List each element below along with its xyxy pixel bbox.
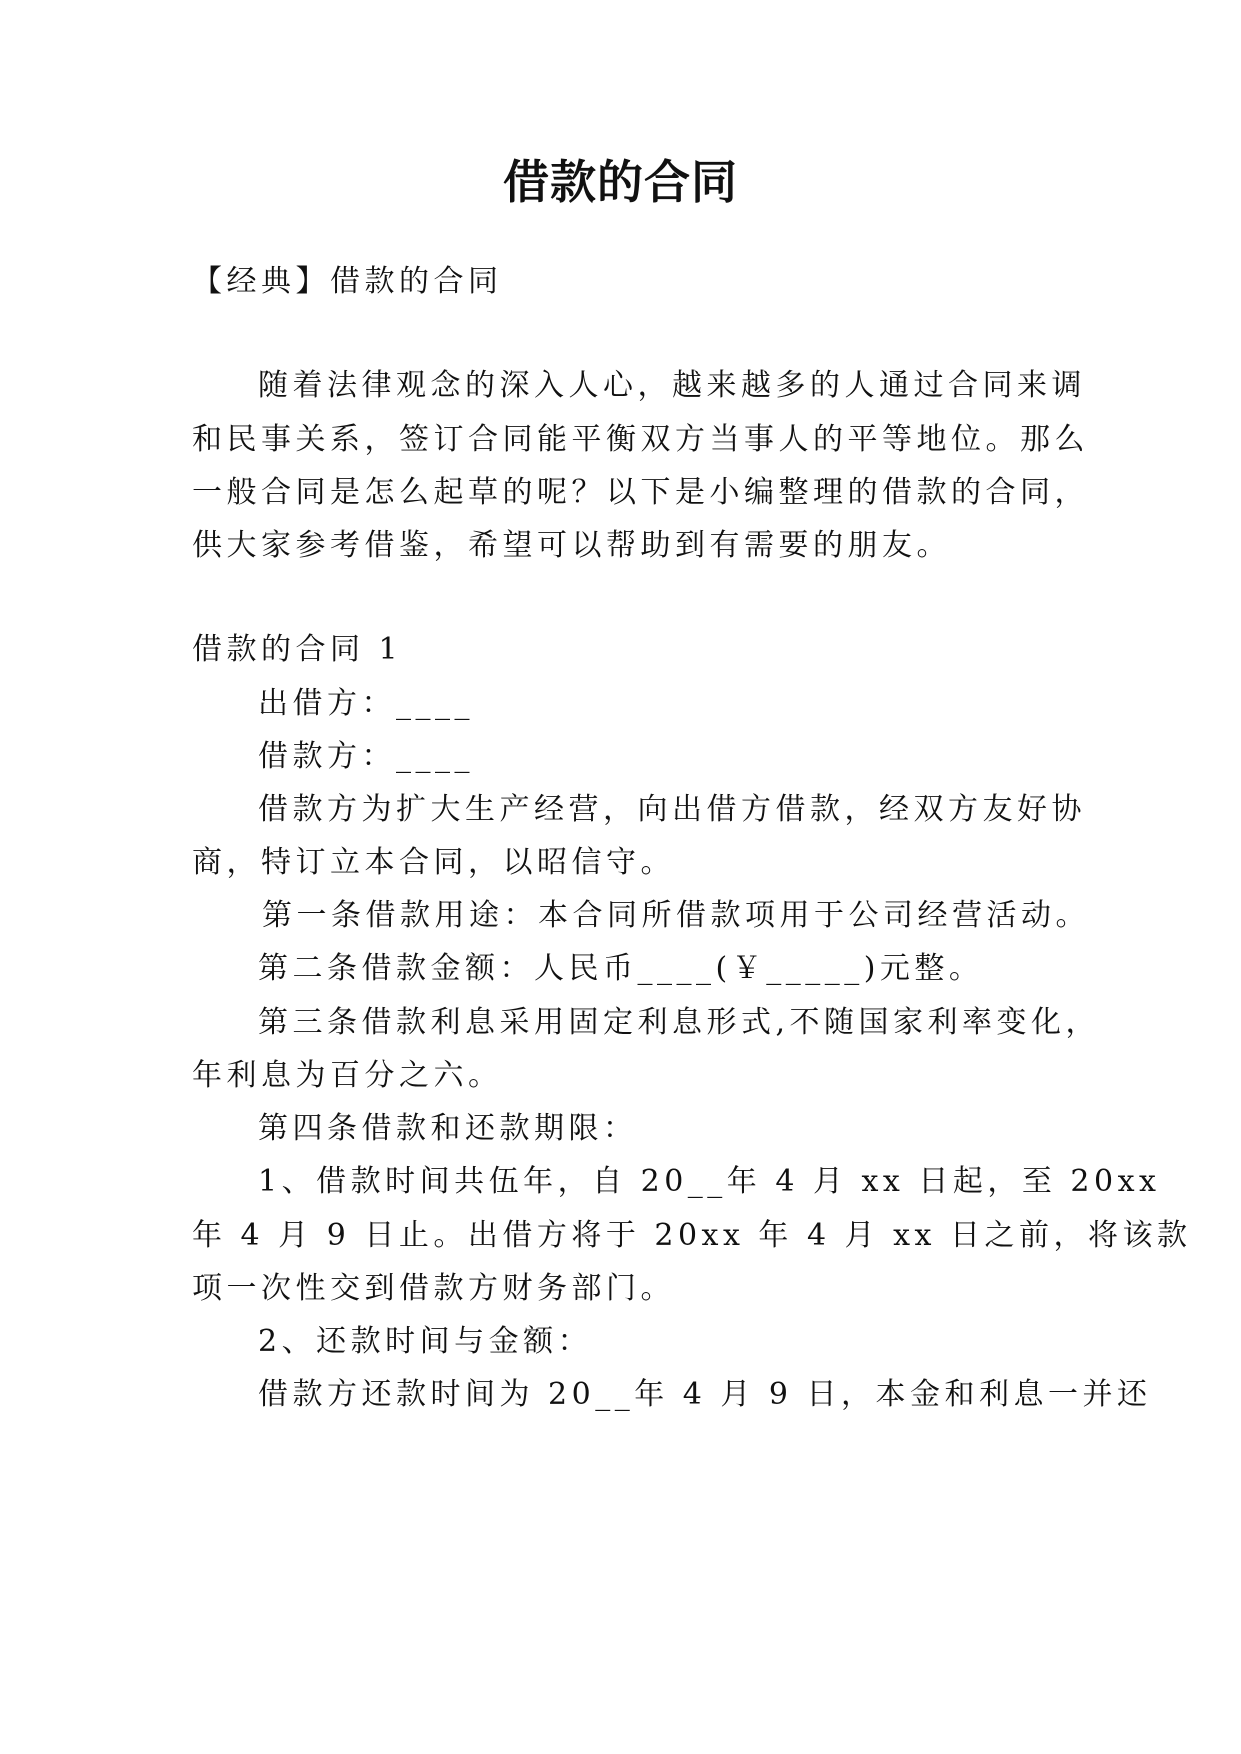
contract-heading: 借款的合同 1 xyxy=(192,632,403,667)
document-subtitle: 【经典】借款的合同 xyxy=(192,264,503,299)
intro-line: 随着法律观念的深入人心，越来越多的人通过合同来调 xyxy=(258,368,1086,403)
item-1-line: 项一次性交到借款方财务部门。 xyxy=(192,1271,675,1306)
item-1-line: 1、借款时间共伍年，自 20__年 4 月 xx 日起，至 20xx xyxy=(258,1164,1161,1199)
preamble-line: 商，特订立本合同，以昭信守。 xyxy=(192,845,675,880)
intro-line: 供大家参考借鉴，希望可以帮助到有需要的朋友。 xyxy=(192,528,951,563)
article-3-line: 第三条借款利息采用固定利息形式,不随国家利率变化， xyxy=(258,1005,1101,1040)
article-3-line: 年利息为百分之六。 xyxy=(192,1058,503,1093)
preamble-line: 借款方为扩大生产经营，向出借方借款，经双方友好协 xyxy=(258,792,1086,827)
article-2: 第二条借款金额：人民币____(￥_____)元整。 xyxy=(258,951,984,986)
repay-line: 借款方还款时间为 20__年 4 月 9 日，本金和利息一并还 xyxy=(258,1377,1152,1412)
article-4: 第四条借款和还款期限： xyxy=(258,1111,638,1146)
item-2: 2、还款时间与金额： xyxy=(258,1324,593,1359)
document-title: 借款的合同 xyxy=(503,155,738,209)
intro-line: 和民事关系，签订合同能平衡双方当事人的平等地位。那么 xyxy=(192,422,1089,457)
intro-line: 一般合同是怎么起草的呢？以下是小编整理的借款的合同， xyxy=(192,475,1089,510)
item-1-line: 年 4 月 9 日止。出借方将于 20xx 年 4 月 xx 日之前，将该款 xyxy=(192,1218,1192,1253)
lender-line: 出借方：____ xyxy=(258,686,474,721)
article-1: 第一条借款用途：本合同所借款项用于公司经营活动。 xyxy=(262,898,1090,933)
borrower-line: 借款方：____ xyxy=(258,739,474,774)
